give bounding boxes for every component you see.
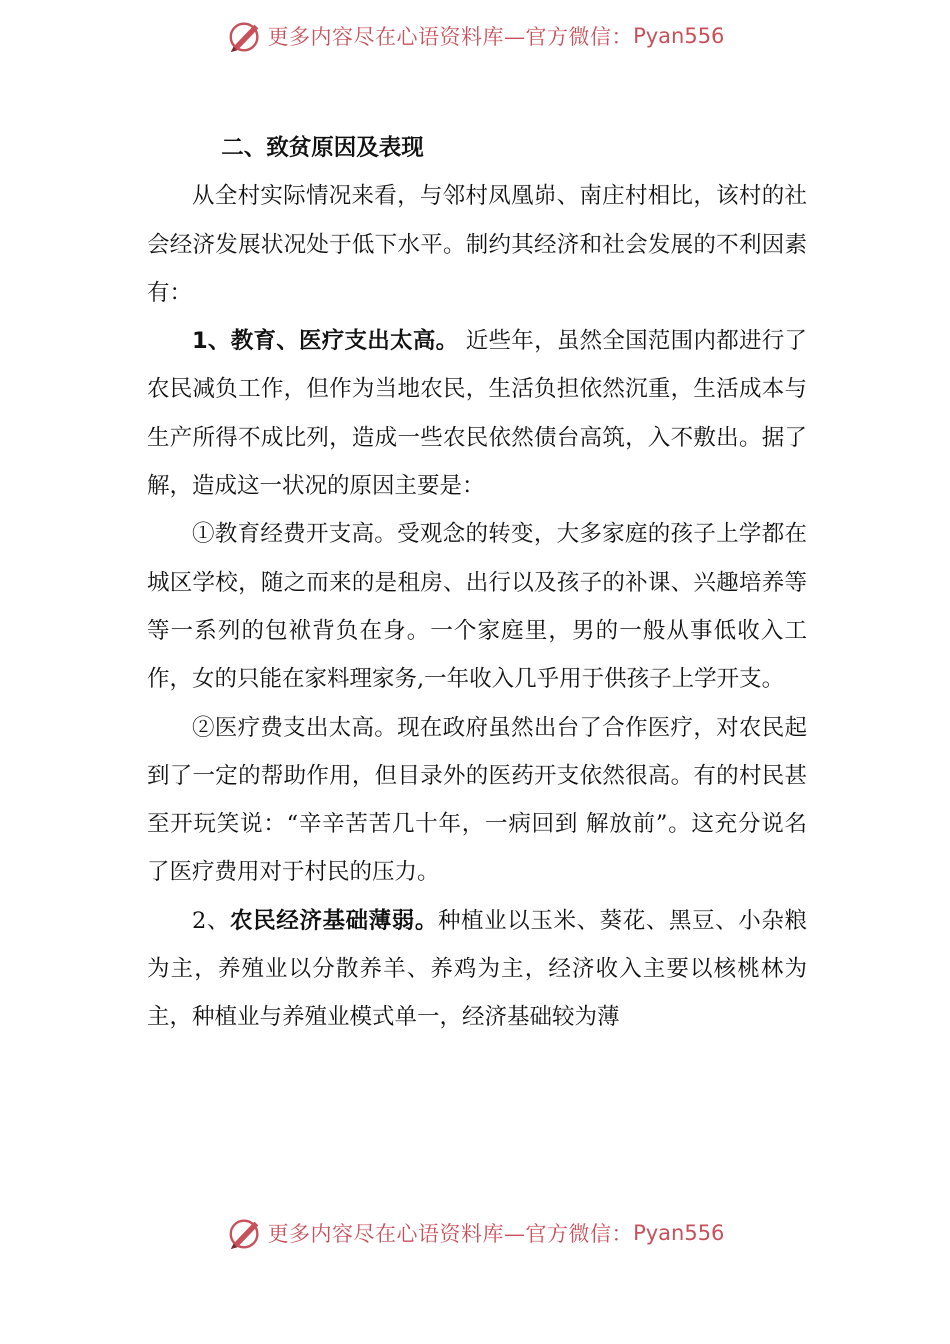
paragraph-1: [147, 317, 807, 510]
pen-logo-icon: [226, 17, 264, 55]
document-body: [147, 124, 807, 1042]
pen-logo-icon: [226, 1214, 264, 1252]
paragraph-2: [147, 897, 807, 1042]
paragraph-2-number: 2、: [192, 907, 231, 934]
watermark-text: 更多内容尽在心语资料库—官方微信：: [267, 25, 634, 49]
paragraph-1a: ①教育经费开支高。受观念的转变，大多家庭的孩子上学都在城区学校，随之而来的是租房、出行以及孩子的补课、兴趣培养等等一系列的包袱背负在身。一个家庭里，男的一般从事低收入工作，女的只能在家料理家务,一年收入几乎用于供孩子上学开支。: [147, 521, 807, 693]
paragraph-2-body: 种植业以玉米、葵花、黑豆、小杂粮为主，养殖业以分散养羊、养鸡为主，经济收入主要以核桃林为主，种植业与养殖业模式单一，经济基础较为薄: [147, 907, 807, 1031]
watermark-wechat-id: Pyan556: [633, 1221, 725, 1245]
watermark-text: 更多内容尽在心语资料库—官方微信：: [267, 1222, 634, 1246]
paragraph-1b: ②医疗费支出太高。现在政府虽然出台了合作医疗，对农民起到了一定的帮助作用，但目录外的医药开支依然很高。有的村民甚至开玩笑说：“辛辛苦苦几十年，一病回到 解放前”。这充分说名了医疗费用对于村民的压力。: [147, 714, 807, 886]
section-heading: 二、致贫原因及表现: [221, 135, 424, 161]
watermark-footer: [0, 1211, 950, 1255]
paragraph-intro: 从全村实际情况来看，与邻村凤凰峁、南庄村相比，该村的社会经济发展状况处于低下水平。制约其经济和社会发展的不利因素有：: [147, 183, 807, 306]
watermark-header: [0, 14, 950, 58]
paragraph-2-title: 农民经济基础薄弱。: [230, 907, 438, 934]
watermark-wechat-id: Pyan556: [633, 24, 725, 48]
paragraph-1-title: 1、教育、医疗支出太高。: [192, 328, 459, 355]
paragraph-1-body: 近些年，虽然全国范围内都进行了农民减负工作，但作为当地农民，生活负担依然沉重，生活成本与生产所得不成比列，造成一些农民依然债台高筑，入不敷出。据了解，造成这一状况的原因主要是：: [147, 328, 808, 500]
